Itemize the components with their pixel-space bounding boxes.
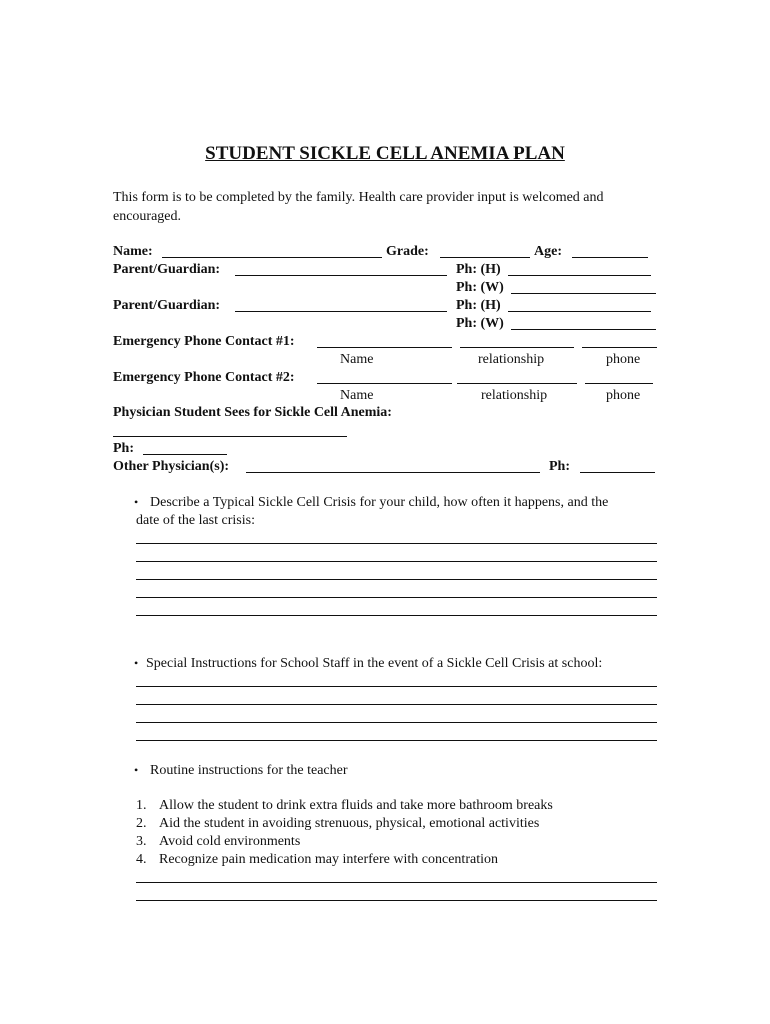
other-physician-field[interactable] <box>246 472 540 473</box>
intro-text-line1: This form is to be completed by the family. Health care provider input is welcomed and <box>113 190 604 205</box>
parent2-home-phone-field[interactable] <box>508 311 651 312</box>
crisis-answer-line-4[interactable] <box>136 597 657 598</box>
parent1-home-phone-field[interactable] <box>508 275 651 276</box>
routine-instructions-heading: Routine instructions for the teacher <box>150 763 348 778</box>
parent1-label: Parent/Guardian: <box>113 262 221 277</box>
routine-item-text: Allow the student to drink extra fluids and take more bathroom breaks <box>159 798 553 813</box>
crisis-answer-line-5[interactable] <box>136 615 657 616</box>
grade-field[interactable] <box>440 257 530 258</box>
emergency2-relationship-field[interactable] <box>457 383 577 384</box>
emergency2-label: Emergency Phone Contact #2: <box>113 370 295 385</box>
crisis-prompt-line1: Describe a Typical Sickle Cell Crisis for your child, how often it happens, and the <box>150 495 609 510</box>
physician-phone-field[interactable] <box>143 454 227 455</box>
routine-item-text: Aid the student in avoiding strenuous, physical, emotional activities <box>159 816 540 831</box>
name-label: Name: <box>113 244 153 259</box>
special-answer-line-2[interactable] <box>136 704 657 705</box>
age-label: Age: <box>534 244 562 259</box>
routine-item-number: 1. <box>136 798 147 813</box>
routine-item-number: 3. <box>136 834 147 849</box>
special-answer-line-3[interactable] <box>136 722 657 723</box>
bullet-icon: • <box>134 763 139 777</box>
parent2-home-phone-label: Ph: (H) <box>456 298 501 313</box>
grade-label: Grade: <box>386 244 429 259</box>
crisis-answer-line-3[interactable] <box>136 579 657 580</box>
physician-field[interactable] <box>113 436 347 437</box>
special-answer-line-1[interactable] <box>136 686 657 687</box>
parent2-label: Parent/Guardian: <box>113 298 221 313</box>
special-instructions-prompt: Special Instructions for School Staff in the event of a Sickle Cell Crisis at school: <box>146 656 603 671</box>
page-title: STUDENT SICKLE CELL ANEMIA PLAN <box>205 143 565 164</box>
special-answer-line-4[interactable] <box>136 740 657 741</box>
emergency1-label: Emergency Phone Contact #1: <box>113 334 295 349</box>
other-physician-phone-label: Ph: <box>549 459 570 474</box>
age-field[interactable] <box>572 257 648 258</box>
parent1-field[interactable] <box>235 275 447 276</box>
emergency2-name-caption: Name <box>340 388 374 403</box>
routine-answer-line-1[interactable] <box>136 882 657 883</box>
parent1-work-phone-field[interactable] <box>511 293 656 294</box>
bullet-icon: • <box>134 495 139 509</box>
emergency1-name-field[interactable] <box>317 347 452 348</box>
routine-item-number: 4. <box>136 852 147 867</box>
emergency1-name-caption: Name <box>340 352 374 367</box>
routine-item-text: Avoid cold environments <box>159 834 301 849</box>
routine-answer-line-2[interactable] <box>136 900 657 901</box>
emergency2-phone-field[interactable] <box>585 383 653 384</box>
crisis-answer-line-2[interactable] <box>136 561 657 562</box>
emergency1-phone-field[interactable] <box>582 347 657 348</box>
emergency1-relationship-caption: relationship <box>478 352 545 367</box>
parent1-work-phone-label: Ph: (W) <box>456 280 504 295</box>
emergency1-phone-caption: phone <box>606 352 641 367</box>
parent1-home-phone-label: Ph: (H) <box>456 262 501 277</box>
crisis-prompt-line2: date of the last crisis: <box>136 513 255 528</box>
emergency1-relationship-field[interactable] <box>460 347 574 348</box>
emergency2-relationship-caption: relationship <box>481 388 548 403</box>
parent2-work-phone-field[interactable] <box>511 329 656 330</box>
name-field[interactable] <box>162 257 382 258</box>
emergency2-name-field[interactable] <box>317 383 452 384</box>
parent2-work-phone-label: Ph: (W) <box>456 316 504 331</box>
intro-text-line2: encouraged. <box>113 209 182 224</box>
parent2-field[interactable] <box>235 311 447 312</box>
routine-item-text: Recognize pain medication may interfere with concentration <box>159 852 498 867</box>
bullet-icon: • <box>134 656 139 670</box>
emergency2-phone-caption: phone <box>606 388 641 403</box>
other-physician-label: Other Physician(s): <box>113 459 230 474</box>
crisis-answer-line-1[interactable] <box>136 543 657 544</box>
other-physician-phone-field[interactable] <box>580 472 655 473</box>
physician-label: Physician Student Sees for Sickle Cell Anemia: <box>113 405 392 420</box>
routine-item-number: 2. <box>136 816 147 831</box>
physician-phone-label: Ph: <box>113 441 134 456</box>
